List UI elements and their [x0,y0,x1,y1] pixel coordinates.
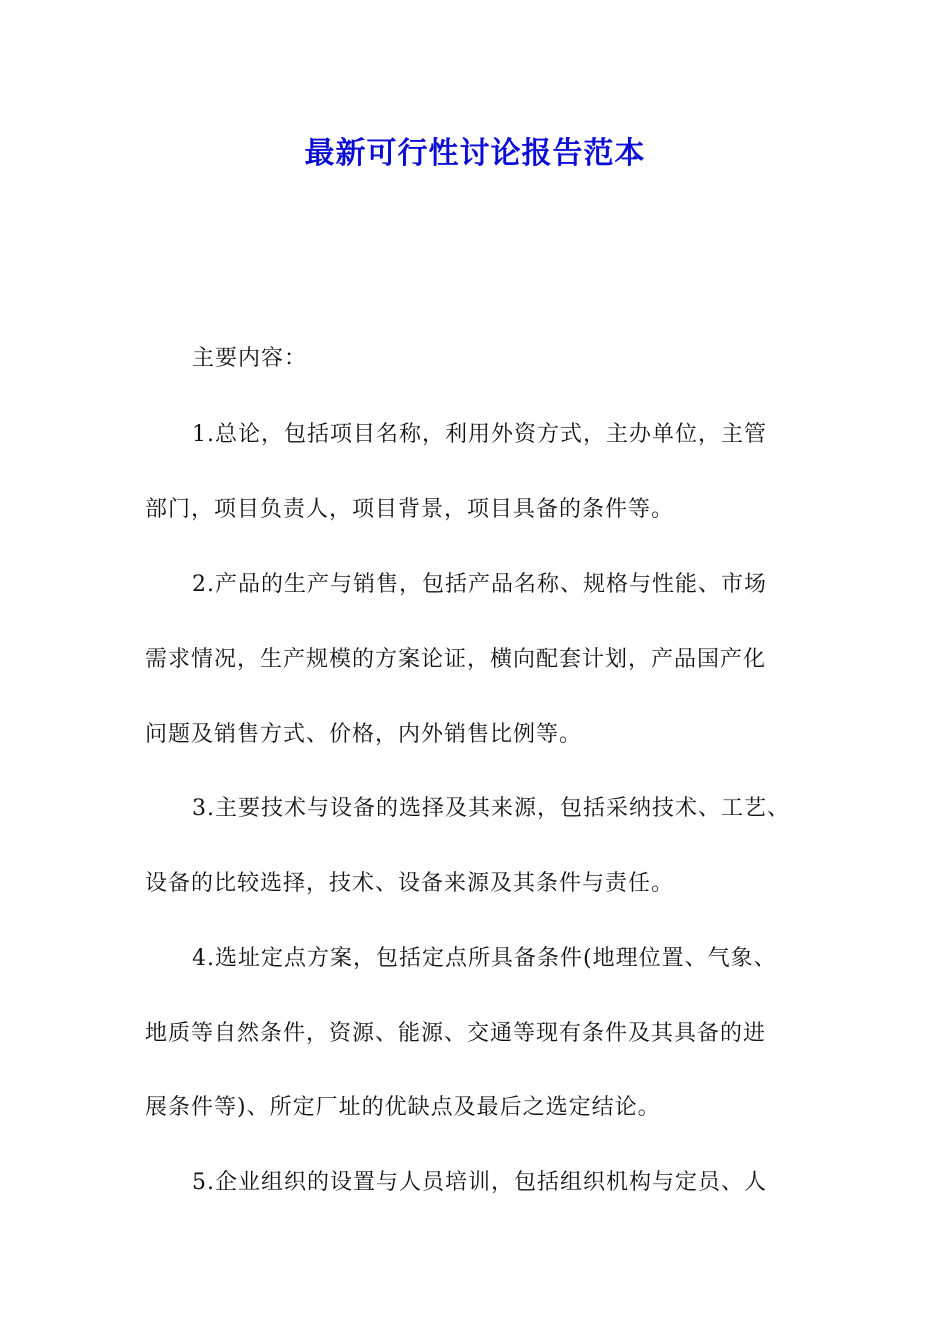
paragraph-line: 展条件等)、所定厂址的优缺点及最后之选定结论。 [145,1095,661,1120]
paragraph-line: 地质等自然条件，资源、能源、交通等现有条件及其具备的进 [145,1021,767,1046]
paragraph-line: 部门，项目负责人，项目背景，项目具备的条件等。 [145,497,675,522]
paragraph-line: 5.企业组织的设置与人员培训，包括组织机构与定员、人 [192,1170,767,1195]
paragraph-line: 需求情况，生产规模的方案论证，横向配套计划，产品国产化 [145,647,767,672]
paragraph-line: 设备的比较选择，技术、设备来源及其条件与责任。 [145,871,675,896]
section-heading: 主要内容： [192,346,308,371]
paragraph-line: 4.选址定点方案，包括定点所具备条件(地理位置、气象、 [192,946,777,971]
document-title: 最新可行性讨论报告范本 [304,136,646,171]
paragraph-line: 问题及销售方式、价格，内外销售比例等。 [145,722,583,747]
paragraph-line: 3.主要技术与设备的选择及其来源，包括采纳技术、工艺、 [192,796,790,821]
paragraph-line: 2.产品的生产与销售，包括产品名称、规格与性能、市场 [192,572,767,597]
paragraph-line: 1.总论，包括项目名称，利用外资方式，主办单位，主管 [192,422,767,447]
